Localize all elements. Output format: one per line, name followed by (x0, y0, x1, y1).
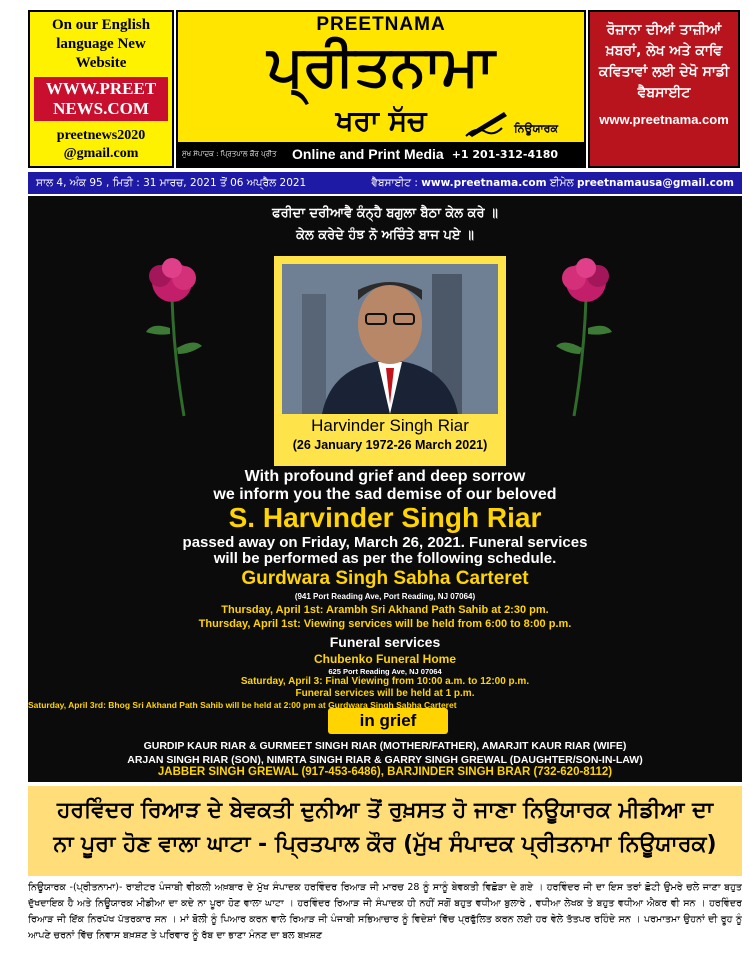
issue-info-bar (28, 172, 742, 194)
grief-line-1: With profound grief and deep sorrow (244, 468, 526, 485)
promo-punjabi-text: ਰੋਜ਼ਾਨਾ ਦੀਆਂ ਤਾਜ਼ੀਆਂ ਖ਼ਬਰਾਂ, ਲੇਖ ਅਤੇ ਕਾਵਿ ਕਵਿਤਾਵਾਂ ਲਈ ਦੇਖੋ ਸਾਡੀ ਵੈਬਸਾਈਟ (598, 22, 730, 101)
headline-line-2: ਨਾ ਪੂਰਾ ਹੋਣ ਵਾਲਾ ਘਾਟਾ - ਪ੍ਰਿਤਪਾਲ ਕੌਰ (ਮੁੱਖ ਸੰਪਾਦਕ ਪ੍ਰੀਤਨਾਮਾ ਨਿਊਯਾਰਕ) (53, 832, 717, 857)
gurdwara-address: (941 Port Reading Ave, Port Reading, NJ 07064) (294, 592, 476, 601)
carnation-icon (122, 258, 222, 418)
schedule-item: Thursday, April 1st: Viewing services will be held from 6:00 to 8:00 p.m. (198, 618, 572, 630)
gurdwara-name: Gurdwara Singh Sabha Carteret (241, 568, 529, 589)
obituary-notice (28, 196, 742, 782)
schedule-item: Saturday, April 3rd: Bhog Sri Akhand Path Sahib will be held at 2:00 pm at Gurdwara Singh Sabha Carteret (28, 700, 457, 710)
tagline: ਖਰਾ ਸੱਚ (335, 104, 427, 137)
editor-credit: ਮੁੱਖ ਸੰਪਾਦਕ : ਪ੍ਰਿਤਪਾਲ ਕੌਰ ਪ੍ਰੀਤ (182, 149, 277, 158)
website-link[interactable]: www.preetnama.com (421, 176, 547, 189)
photo-caption-dates: (26 January 1972-26 March 2021) (292, 438, 488, 452)
promo-text: On our English language New Website (51, 17, 151, 71)
funeral-heading: Funeral services (329, 634, 441, 650)
portrait-photo (282, 264, 498, 414)
grief-line-2: we inform you the sad demise of our beloved (213, 486, 557, 503)
funeral-address: 625 Port Reading Ave, NJ 07064 (328, 667, 442, 676)
carnation-icon (536, 258, 636, 418)
in-grief-badge: in grief (328, 708, 448, 734)
masthead (8, 4, 742, 172)
media-label: Online and Print Media (292, 146, 444, 162)
phone-number: +1 201-312-4180 (451, 147, 559, 161)
family-line-1: GURDIP KAUR RIAR & GURMEET SINGH RIAR (MOTHER/FATHER), AMARJIT KAUR RIAR (WIFE) (143, 740, 627, 752)
issue-date: ਸਾਲ 4, ਅੰਕ 95 , ਮਿਤੀ : 31 ਮਾਰਚ, 2021 ਤੋਂ 06 ਅਪ੍ਰੈਲ 2021 (36, 176, 307, 189)
funeral-home: Chubenko Funeral Home (313, 652, 456, 666)
english-website-promo (28, 10, 174, 168)
email-link[interactable]: preetnamausa@gmail.com (577, 176, 734, 189)
email-label: ਈਮੇਲ (549, 176, 574, 189)
photo-caption-name: Harvinder Singh Riar (311, 416, 469, 435)
location-label: ਨਿਊਯਾਰਕ (514, 122, 558, 135)
media-bar (178, 142, 584, 166)
promo-website[interactable]: WWW.PREET NEWS.COM (34, 77, 168, 121)
schedule-item: Saturday, April 3: Final Viewing from 10:00 a.m. to 12:00 p.m. (240, 676, 530, 687)
promo-email[interactable]: preetnews2020 @gmail.com (56, 128, 146, 161)
verse-line-2: ਕੇਲ ਕਰੇਦੇ ਹੰਝ ਨੋ ਅਚਿੰਤੇ ਬਾਜ ਪਏ ॥ (296, 228, 474, 243)
passed-line-1: passed away on Friday, March 26, 2021. Funeral services (182, 534, 588, 551)
deceased-name: S. Harvinder Singh Riar (228, 502, 542, 533)
family-line-3: JABBER SINGH GREWAL (917-453-6486), BARJINDER SINGH BRAR (732-620-8112) (28, 766, 742, 782)
website-promo-punjabi (588, 10, 740, 168)
contact-line (371, 177, 734, 190)
schedule-item: Funeral services will be held at 1 p.m. (295, 688, 475, 699)
headline-line-1: ਹਰਵਿੰਦਰ ਰਿਆੜ ਦੇ ਬੇਵਕਤੀ ਦੁਨੀਆ ਤੋਂ ਰੁਖ਼ਸਤ ਹੋ ਜਾਣਾ ਨਿਊਯਾਰਕ ਮੀਡੀਆ ਦਾ (57, 798, 713, 823)
brand-punjabi: ਪ੍ਰੀਤਨਾਮਾ (267, 34, 495, 99)
verse-line-1: ਫਰੀਦਾ ਦਰੀਆਵੈ ਕੰਨ੍ਹੈ ਬਗੁਲਾ ਬੈਠਾ ਕੇਲ ਕਰੇ ॥ (272, 206, 498, 221)
schedule-item: Thursday, April 1st: Arambh Sri Akhand Path Sahib at 2:30 pm. (221, 604, 549, 616)
promo-punjabi-url[interactable]: www.preetnama.com (599, 112, 729, 127)
headline-block (28, 786, 742, 876)
passed-line-2: will be performed as per the following schedule. (213, 550, 557, 567)
website-label: ਵੈਬਸਾਈਟ : (371, 176, 418, 189)
article-body: ਨਿਊਯਾਰਕ -(ਪ੍ਰੀਤਨਾਮਾ)- ਰਾਈਟਰ ਪੰਜਾਬੀ ਵੀਕਲੀ ਅਖ਼ਬਾਰ ਦੇ ਮੁੱਖ ਸੰਪਾਦਕ ਹਰਵਿੰਦਰ ਰਿਆੜ ਜੀ ਮਾਰਚ 28 ਨੂੰ ਸਾਨੂੰ ਬੇਵਕਤੀ ਵਿਛੋੜਾ ਦੇ ਗਏ । ਹਰਵਿੰਦਰ ਜੀ ਦਾ ਇਸ ਤਰਾਂ ਛੋਟੀ ਉਮਰੇ ਚਲੇ ਜਾਣਾ ਬਹੁਤ ਦੁੱਖਦਾਇਕ ਹੈ ਅਤੇ ਨਿਊਯਾਰਕ ਮੀਡੀਆ ਦਾ ਕਦੇ ਨਾ ਪੂਰਾ ਹੋਣ ਵਾਲਾ ਘਾਟਾ । ਹਰਵਿੰਦਰ ਰਿਆੜ ਜੀ ਸੰਪਾਦਕ ਹੀ ਨਹੀਂ ਸਗੋਂ ਬਹੁਤ ਵਧੀਆ ਬੁਲਾਰੇ , ਵਧੀਆ ਲੇਖਕ ਤੇ ਬਹੁਤ ਵਧੀਆ ਐਕਰ ਵੀ ਸਨ । ਹਰਵਿੰਦਰ ਰਿਆੜ ਜੀ ਇੱਕ ਨਿਰਪੱਖ ਪੱਤਰਕਾਰ ਸਨ । ਮਾਂ ਬੋਲੀ ਨੂੰ ਪਿਆਰ ਕਰਨ ਵਾਲੇ ਰਿਆੜ ਜੀ ਪੰਜਾਬੀ ਸਭਿਆਚਾਰ ਨੂੰ ਵਿਦੇਸ਼ਾਂ ਵਿੱਚ ਪ੍ਰਫੁੱਲਿਤ ਕਰਨ ਲਈ ਹਰ ਵੇਲੇ ਤੱਤਪਰ ਰਹਿੰਦੇ ਸਨ । ਪਰਮਾਤਮਾ ਉਹਨਾਂ ਦੀ ਰੂਹ ਨੂੰ ਆਪਣੇ ਚਰਨਾਂ ਵਿੱਚ ਨਿਵਾਸ ਬਖ਼ਸ਼ਣ ਤੇ ਪਰਿਵਾਰ ਨੂੰ ਰੱਬ ਦਾ ਭਾਣਾ ਮੰਨਣ ਦਾ ਬਲ ਬਖ਼ਸ਼ਣ (28, 882, 742, 941)
nameplate (176, 10, 586, 168)
pen-icon (464, 108, 510, 138)
brand-latin: PREETNAMA (316, 14, 446, 35)
family-line-2: ARJAN SINGH RIAR (SON), NIMRTA SINGH RIAR & GARRY SINGH GREWAL (DAUGHTER/SON-IN-LAW) (127, 754, 643, 766)
memorial-photo-frame (274, 256, 506, 466)
